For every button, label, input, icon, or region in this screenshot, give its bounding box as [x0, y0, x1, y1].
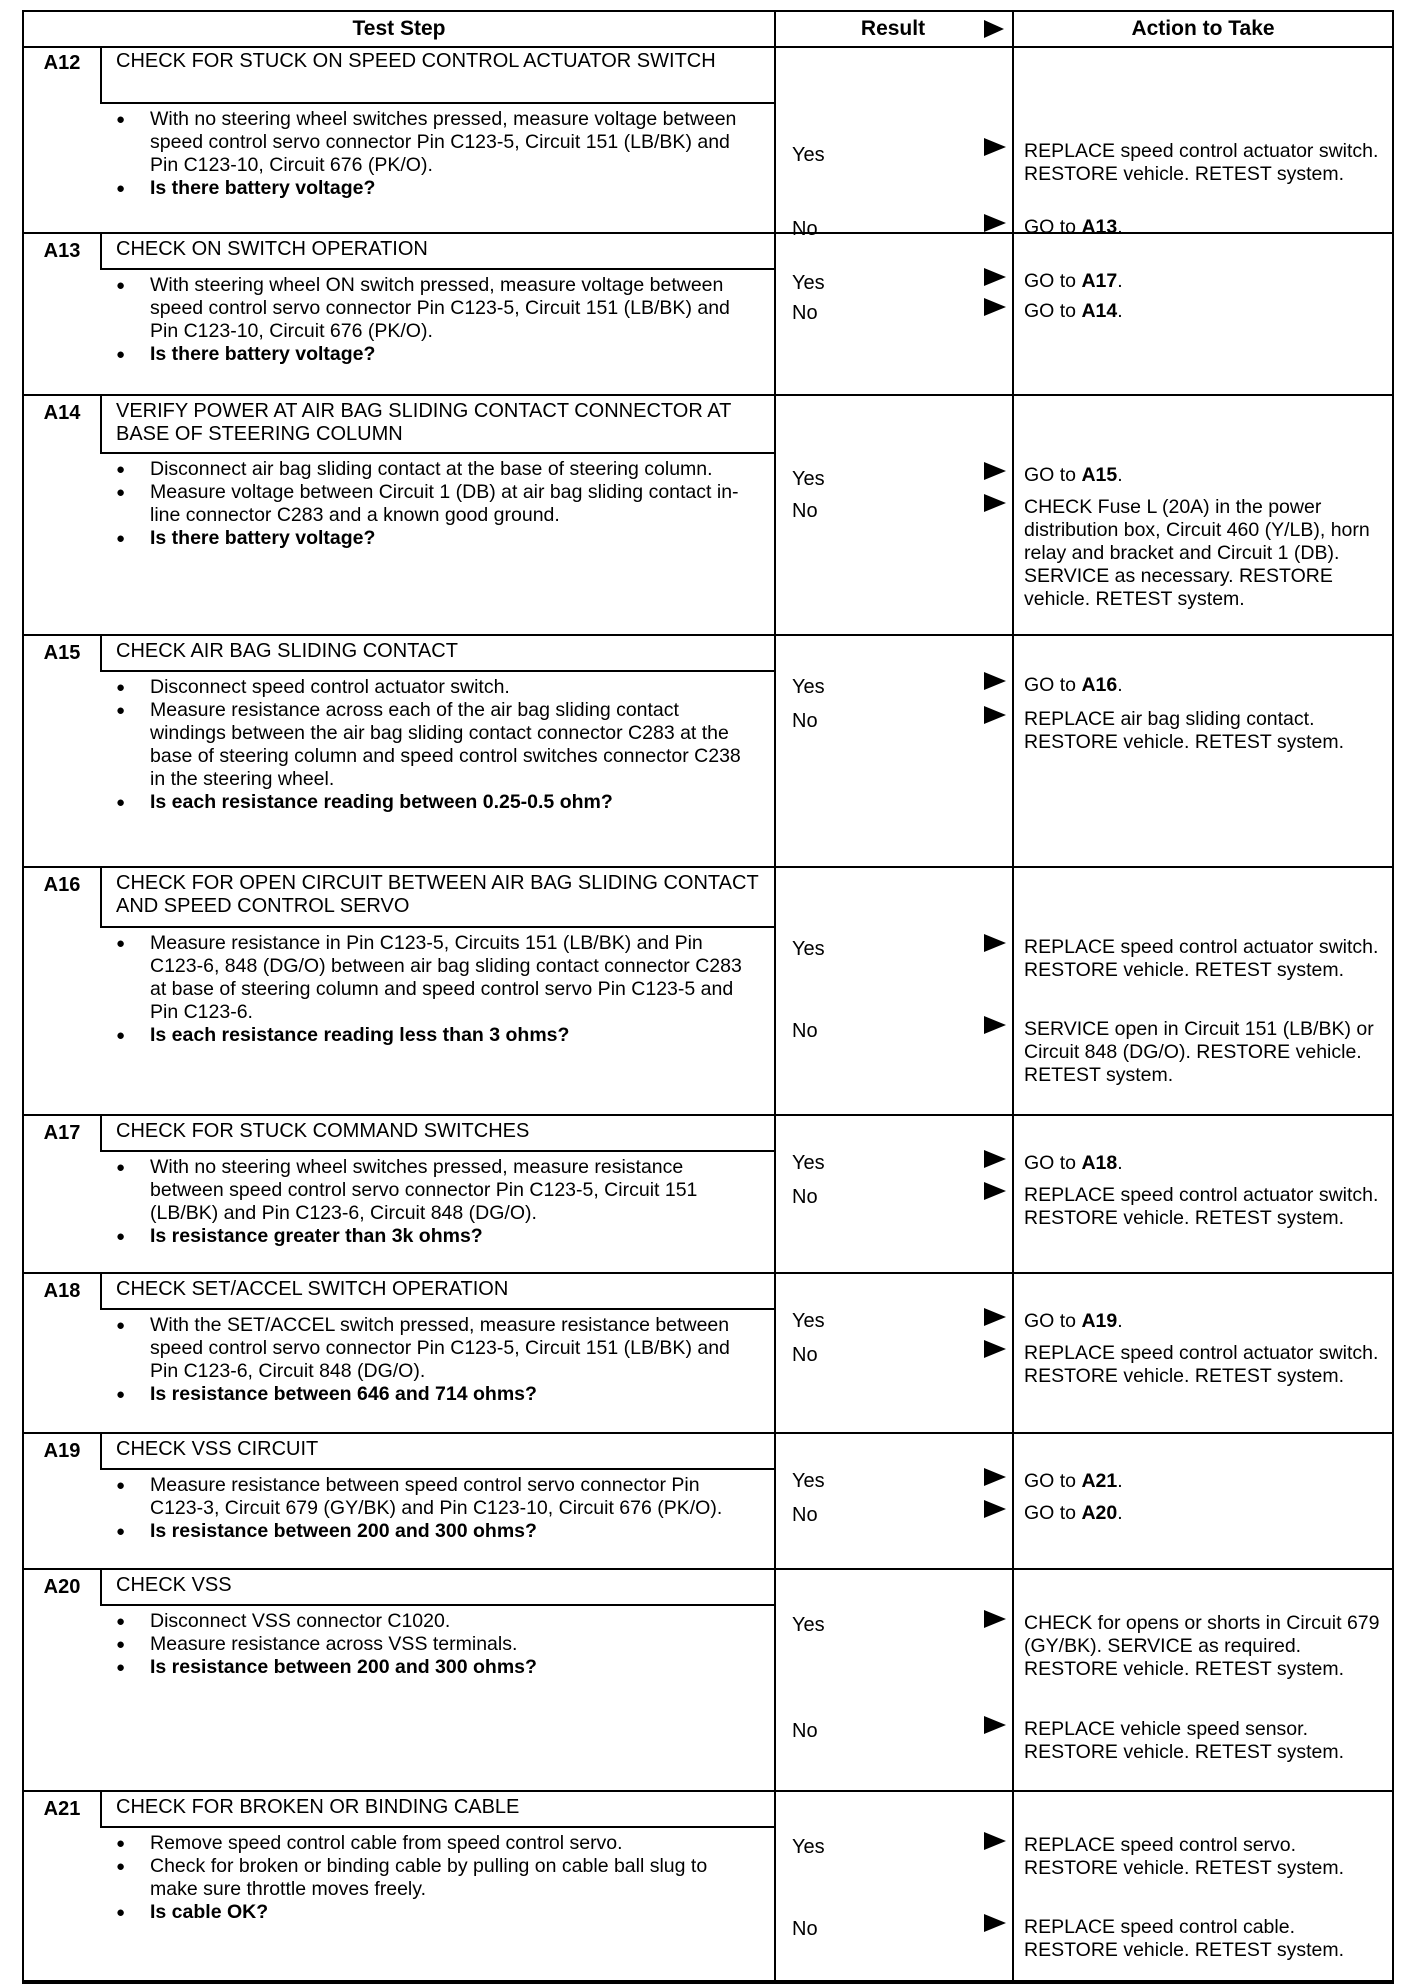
test-step-a15: [24, 636, 1392, 868]
arrow-right-icon: [984, 1832, 1006, 1850]
result-no: No: [792, 218, 818, 240]
step-instruction: ● Measure voltage between Circuit 1 (DB) at air bag sliding contact in-line connector C283 and a known good ground.: [110, 481, 750, 527]
arrow-right-icon: [984, 706, 1006, 724]
step-instructions: [110, 1314, 750, 1406]
step-instruction: ● With no steering wheel switches pressed, measure voltage between speed control servo connector Pin C123-5, Circuit 151 (LB/BK) and Pin C123-10, Circuit 676 (PK/O).: [110, 108, 750, 177]
step-instruction: ● Check for broken or binding cable by pulling on cable ball slug to make sure throttle moves freely.: [110, 1855, 750, 1901]
step-title: CHECK FOR BROKEN OR BINDING CABLE: [116, 1796, 520, 1818]
step-id: A14: [43, 402, 81, 424]
step-title: CHECK SET/ACCEL SWITCH OPERATION: [116, 1278, 509, 1300]
step-question: ● Is there battery voltage?: [110, 343, 750, 366]
action-no: SERVICE open in Circuit 151 (LB/BK) or Circuit 848 (DG/O). RESTORE vehicle. RETEST system.: [1024, 1018, 1374, 1086]
step-question: ● Is each resistance reading between 0.25-0.5 ohm?: [110, 791, 750, 814]
action-yes: CHECK for opens or shorts in Circuit 679 (GY/BK). SERVICE as required. RESTORE vehicle. RETEST system.: [1024, 1612, 1380, 1680]
arrow-right-icon: [984, 1340, 1006, 1358]
step-title: CHECK VSS CIRCUIT: [116, 1438, 319, 1460]
step-question: ● Is resistance between 200 and 300 ohms?: [110, 1656, 750, 1679]
header-arrow-icon: [984, 20, 1004, 38]
table-header: [24, 12, 1392, 48]
arrow-right-icon: [984, 268, 1006, 286]
test-step-a19: [24, 1434, 1392, 1570]
result-yes: Yes: [792, 144, 825, 166]
arrow-right-icon: [984, 1308, 1006, 1326]
title-divider: [100, 452, 776, 454]
action-yes: GO to A16.: [1024, 674, 1123, 696]
step-title: VERIFY POWER AT AIR BAG SLIDING CONTACT CONNECTOR AT BASE OF STEERING COLUMN: [116, 400, 731, 445]
title-divider: [100, 268, 776, 270]
step-instruction: ● With steering wheel ON switch pressed, measure voltage between speed control servo connector Pin C123-5, Circuit 151 (LB/BK) and Pin C123-10, Circuit 676 (PK/O).: [110, 274, 750, 343]
arrow-right-icon: [984, 1610, 1006, 1628]
step-title: CHECK ON SWITCH OPERATION: [116, 238, 428, 260]
step-instructions: [110, 1832, 750, 1924]
title-divider: [100, 670, 776, 672]
step-instructions: [110, 458, 750, 550]
action-no: REPLACE speed control cable. RESTORE vehicle. RETEST system.: [1024, 1916, 1345, 1961]
action-yes: GO to A19.: [1024, 1310, 1123, 1332]
result-no: No: [792, 1504, 818, 1526]
result-no: No: [792, 1020, 818, 1042]
arrow-right-icon: [984, 1914, 1006, 1932]
arrow-right-icon: [984, 1500, 1006, 1518]
step-instruction: ● Remove speed control cable from speed control servo.: [110, 1832, 750, 1855]
step-instructions: [110, 1156, 750, 1248]
arrow-right-icon: [984, 462, 1006, 480]
action-no: REPLACE speed control actuator switch. RESTORE vehicle. RETEST system.: [1024, 1184, 1379, 1229]
step-title: CHECK VSS: [116, 1574, 232, 1596]
step-instruction: ● With the SET/ACCEL switch pressed, measure resistance between speed control servo connector Pin C123-5, Circuit 151 (LB/BK) and Pin C123-6, Circuit 848 (DG/O).: [110, 1314, 750, 1383]
result-no: No: [792, 1186, 818, 1208]
step-instructions: [110, 676, 750, 814]
action-yes: GO to A21.: [1024, 1470, 1123, 1492]
result-yes: Yes: [792, 1310, 825, 1332]
arrow-right-icon: [984, 1016, 1006, 1034]
result-yes: Yes: [792, 1152, 825, 1174]
step-instructions: [110, 108, 750, 200]
arrow-right-icon: [984, 934, 1006, 952]
step-id: A16: [43, 874, 81, 896]
arrow-right-icon: [984, 298, 1006, 316]
result-no: No: [792, 1918, 818, 1940]
test-step-a12: [24, 46, 1392, 240]
test-step-a17: [24, 1116, 1392, 1274]
step-question: ● Is there battery voltage?: [110, 527, 750, 550]
action-yes: GO to A17.: [1024, 270, 1123, 292]
result-yes: Yes: [792, 468, 825, 490]
header-result: Result: [860, 17, 926, 40]
step-instruction: ● Measure resistance in Pin C123-5, Circuits 151 (LB/BK) and Pin C123-6, 848 (DG/O) between air bag sliding contact connector C283 at base of steering column and speed control servo Pin C123-5 and Pin C123-6.: [110, 932, 750, 1024]
step-title: CHECK AIR BAG SLIDING CONTACT: [116, 640, 458, 662]
arrow-right-icon: [984, 138, 1006, 156]
step-title: CHECK FOR STUCK COMMAND SWITCHES: [116, 1120, 530, 1142]
test-step-a18: [24, 1274, 1392, 1434]
title-divider: [100, 926, 776, 928]
step-instructions: [110, 1474, 750, 1543]
action-no: REPLACE speed control actuator switch. RESTORE vehicle. RETEST system.: [1024, 1342, 1379, 1387]
step-instruction: ● Disconnect VSS connector C1020.: [110, 1610, 750, 1633]
test-step-a14: [24, 396, 1392, 636]
step-id: A18: [43, 1280, 81, 1302]
step-instruction: ● Measure resistance between speed control servo connector Pin C123-3, Circuit 679 (GY/BK) and Pin C123-10, Circuit 676 (PK/O).: [110, 1474, 750, 1520]
action-yes: GO to A15.: [1024, 464, 1123, 486]
step-instruction: ● Disconnect speed control actuator switch.: [110, 676, 750, 699]
result-no: No: [792, 302, 818, 324]
action-no: CHECK Fuse L (20A) in the power distribution box, Circuit 460 (Y/LB), horn relay and bracket and Circuit 1 (DB). SERVICE as necessary. RESTORE vehicle. RETEST system.: [1024, 496, 1370, 610]
arrow-right-icon: [984, 494, 1006, 512]
step-id: A17: [43, 1122, 81, 1144]
action-no: GO to A13.: [1024, 216, 1123, 238]
result-yes: Yes: [792, 938, 825, 960]
arrow-right-icon: [984, 214, 1006, 232]
arrow-right-icon: [984, 1716, 1006, 1734]
result-yes: Yes: [792, 1470, 825, 1492]
action-yes: REPLACE speed control actuator switch. RESTORE vehicle. RETEST system.: [1024, 140, 1379, 185]
step-id: A15: [43, 642, 81, 664]
action-no: GO to A20.: [1024, 1502, 1123, 1524]
step-instruction: ● Disconnect air bag sliding contact at the base of steering column.: [110, 458, 750, 481]
step-instruction: ● Measure resistance across each of the air bag sliding contact windings between the air bag sliding contact connector C283 at the base of steering column and speed control switches connector C238 in the steering wheel.: [110, 699, 750, 791]
step-question: ● Is there battery voltage?: [110, 177, 750, 200]
result-no: No: [792, 1720, 818, 1742]
diagnostic-table: [22, 10, 1394, 1984]
title-divider: [100, 1468, 776, 1470]
title-divider: [100, 1604, 776, 1606]
step-instructions: [110, 1610, 750, 1679]
test-step-a20: [24, 1570, 1392, 1792]
action-yes: REPLACE speed control servo. RESTORE vehicle. RETEST system.: [1024, 1834, 1345, 1879]
result-yes: Yes: [792, 1836, 825, 1858]
step-id: A21: [43, 1798, 81, 1820]
action-no: GO to A14.: [1024, 300, 1123, 322]
title-divider: [100, 102, 776, 104]
result-no: No: [792, 1344, 818, 1366]
result-yes: Yes: [792, 1614, 825, 1636]
result-yes: Yes: [792, 272, 825, 294]
step-id: A20: [43, 1576, 81, 1598]
step-question: ● Is cable OK?: [110, 1901, 750, 1924]
title-divider: [100, 1150, 776, 1152]
header-action: Action to Take: [1131, 17, 1275, 40]
result-yes: Yes: [792, 676, 825, 698]
step-title: CHECK FOR OPEN CIRCUIT BETWEEN AIR BAG SLIDING CONTACT AND SPEED CONTROL SERVO: [116, 872, 759, 917]
step-question: ● Is resistance between 200 and 300 ohms?: [110, 1520, 750, 1543]
title-divider: [100, 1308, 776, 1310]
action-yes: GO to A18.: [1024, 1152, 1123, 1174]
step-instruction: ● With no steering wheel switches pressed, measure resistance between speed control servo connector Pin C123-5, Circuit 151 (LB/BK) and Pin C123-6, Circuit 848 (DG/O).: [110, 1156, 750, 1225]
step-instructions: [110, 274, 750, 366]
arrow-right-icon: [984, 1182, 1006, 1200]
step-id: A19: [43, 1440, 81, 1462]
action-yes: REPLACE speed control actuator switch. RESTORE vehicle. RETEST system.: [1024, 936, 1379, 981]
row-divider: [24, 1980, 1392, 1982]
arrow-right-icon: [984, 672, 1006, 690]
test-step-a13: [24, 234, 1392, 396]
result-no: No: [792, 500, 818, 522]
step-question: ● Is resistance greater than 3k ohms?: [110, 1225, 750, 1248]
result-no: No: [792, 710, 818, 732]
title-divider: [100, 1826, 776, 1828]
step-id: A13: [43, 240, 81, 262]
action-no: REPLACE air bag sliding contact. RESTORE vehicle. RETEST system.: [1024, 708, 1345, 753]
header-test-step: Test Step: [352, 17, 446, 40]
action-no: REPLACE vehicle speed sensor. RESTORE vehicle. RETEST system.: [1024, 1718, 1345, 1763]
arrow-right-icon: [984, 1150, 1006, 1168]
step-id: A12: [43, 52, 81, 74]
step-title: CHECK FOR STUCK ON SPEED CONTROL ACTUATOR SWITCH: [116, 50, 716, 72]
test-step-a16: [24, 868, 1392, 1116]
step-question: ● Is each resistance reading less than 3 ohms?: [110, 1024, 750, 1047]
arrow-right-icon: [984, 1468, 1006, 1486]
step-instruction: ● Measure resistance across VSS terminals.: [110, 1633, 750, 1656]
step-question: ● Is resistance between 646 and 714 ohms?: [110, 1383, 750, 1406]
step-instructions: [110, 932, 750, 1047]
test-step-a21: [24, 1792, 1392, 1982]
